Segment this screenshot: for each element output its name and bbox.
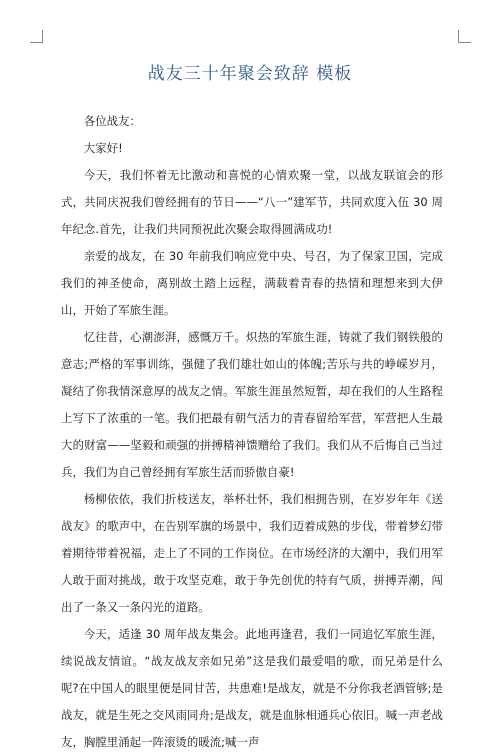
greeting: 大家好! <box>83 141 123 155</box>
page-corner-mark-top-right <box>458 30 471 43</box>
document-title: 战友三十年聚会致辞 模板 <box>147 64 353 84</box>
page-corner-mark-top-left <box>30 30 43 43</box>
document-body <box>61 108 443 756</box>
paragraph-opening: 今天，我们怀着无比激动和喜悦的心情欢聚一堂，以战友联谊会的形式，共同庆祝我们曾经拥有的节日——“八一”建军节，共同欢度入伍 30 周年纪念.首先，让我们共同预祝此次聚会取得圆满成功! <box>61 168 443 236</box>
salutation: 各位战友： <box>83 114 142 128</box>
paragraph-enlistment: 亲爱的战友，在 30 年前我们响应党中央、号召，为了保家卫国，完成我们的神圣使命，离别故土踏上远程，满载着青春的热情和理想来到大伊山，开始了军旅生涯。 <box>61 249 443 317</box>
paragraph-farewell: 杨柳依依，我们折枝送友，举杯壮怀，我们相拥告别，在岁岁年年《送战友》的歌声中，在告别军旗的场景中，我们迈着成熟的步伐，带着梦幻带着期待带着祝福，走上了不同的工作岗位。在市场经济的大潮中，我们用军人敢于面对挑战，敢于攻坚克难，敢于争先创优的特有气质，拼搏弄潮，闯出了一条又一条闪光的道路。 <box>61 492 443 614</box>
paragraph-reunion: 今天，适逢 30 周年战友集会。此地再逢君，我们一同追忆军旅生涯，续说战友情谊。“战友战友亲如兄弟”这是我们最爱唱的歌，而兄弟是什么呢?在中国人的眼里便是同甘苦，共患难!是战友，就是不分你我老酒管够;是战友，就是生死之交风雨同舟;是战友，就是血脉相通兵心依旧。喊一声老战友，胸膛里涌起一阵滚烫的暖流;喊一声 <box>61 627 443 749</box>
paragraph-memories: 忆往昔，心潮澎湃，感慨万千。炽热的军旅生涯，铸就了我们钢铁般的意志;严格的军事训练，强健了我们雄壮如山的体魄;苦乐与共的峥嵘岁月，凝结了你我情深意厚的战友之情。军旅生涯虽然短暂，却在我们的人生路程上写下了浓重的一笔。我们把最有朝气活力的青春留给军营，军营把人生最大的财富——坚毅和顽强的拼搏精神馈赠给了我们。我们从不后悔自己当过兵，我们为自己曾经拥有军旅生活而骄傲自豪! <box>61 330 443 479</box>
